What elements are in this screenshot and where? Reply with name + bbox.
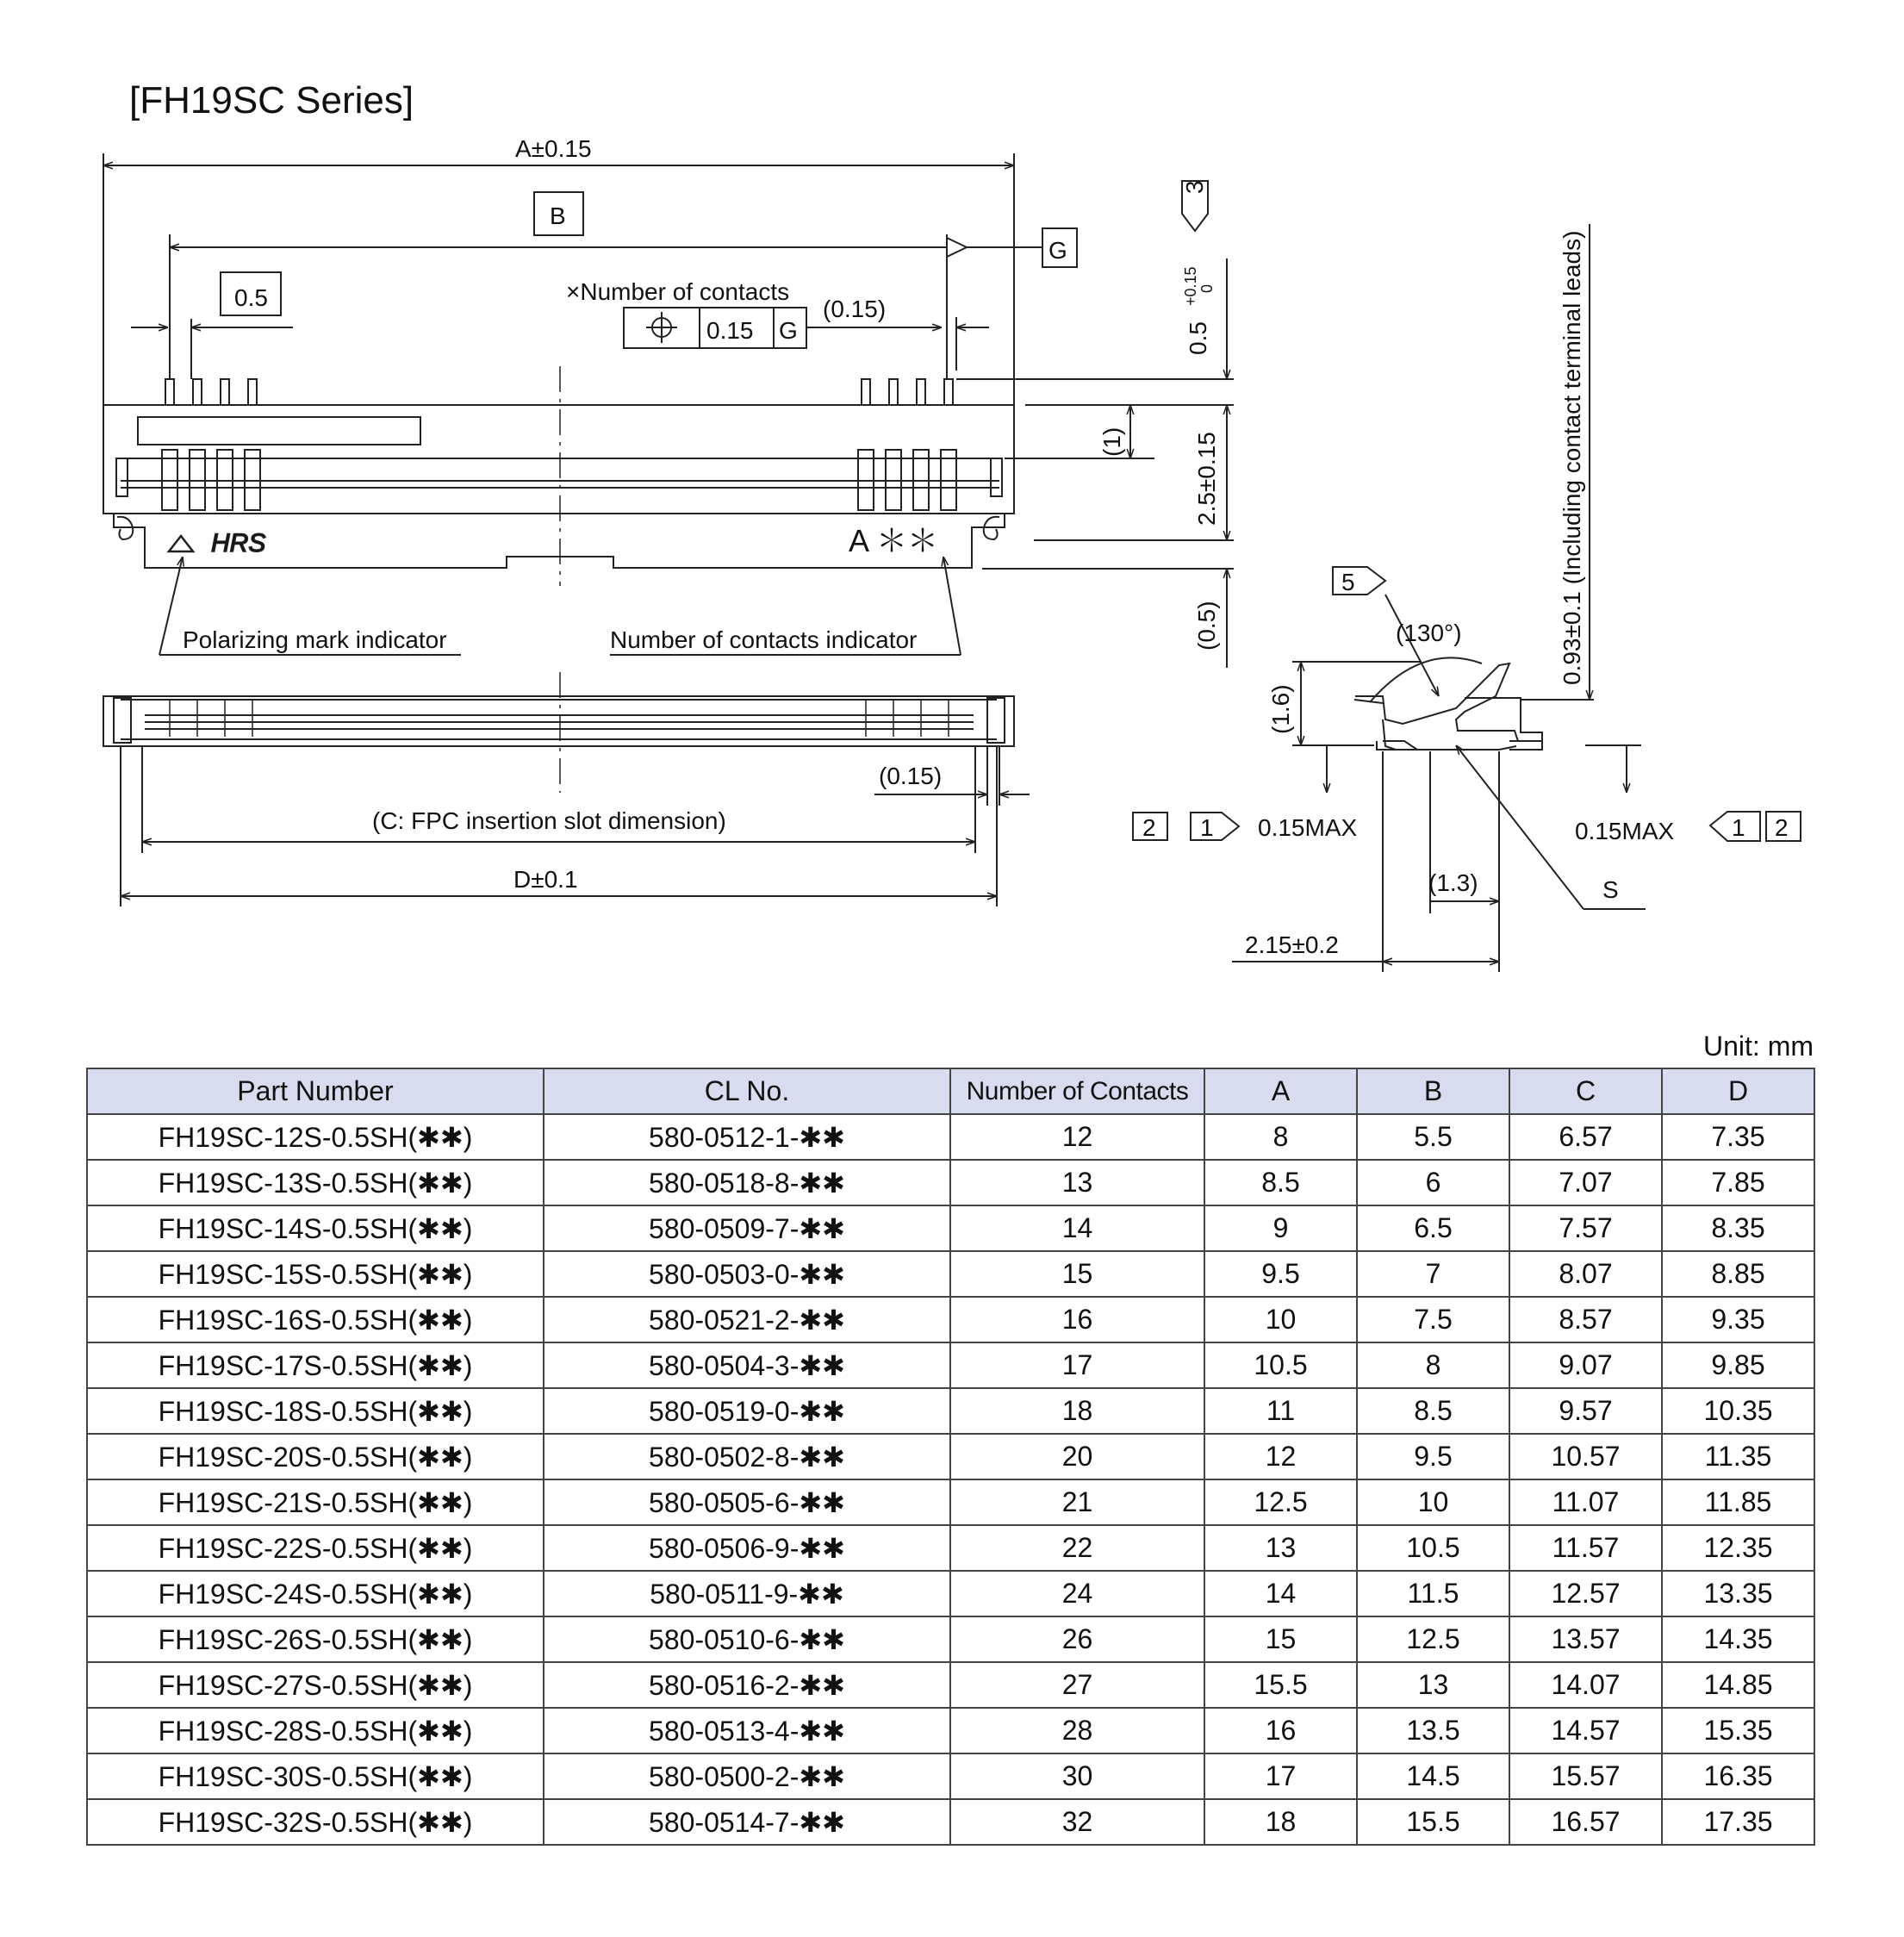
side-view	[1133, 224, 1801, 972]
cell: 9.57	[1509, 1388, 1662, 1434]
table-row	[87, 1388, 1814, 1434]
cell: FH19SC-28S-0.5SH(✱✱)	[87, 1708, 544, 1753]
cell: 6.5	[1357, 1205, 1509, 1251]
cell: 9.35	[1662, 1297, 1814, 1342]
header-c: C	[1509, 1068, 1662, 1114]
dim-top-tol-plus: +0.15	[1182, 266, 1199, 306]
cell: 9.07	[1509, 1342, 1662, 1388]
table-row	[87, 1479, 1814, 1525]
flag-1-left: 1	[1200, 814, 1214, 841]
table-row	[87, 1571, 1814, 1616]
flag-2-left: 2	[1142, 814, 1156, 841]
contacts-indicator-label: Number of contacts indicator	[610, 626, 918, 653]
tolerance-datum: G	[779, 317, 798, 344]
dim-b-label: B	[550, 202, 566, 229]
header-number-of-contacts: Number of Contacts	[950, 1068, 1204, 1114]
cell: FH19SC-22S-0.5SH(✱✱)	[87, 1525, 544, 1571]
cell: 11	[1204, 1388, 1357, 1434]
dim-g-label: G	[1048, 237, 1067, 264]
cell: 20	[950, 1434, 1204, 1479]
cell: FH19SC-15S-0.5SH(✱✱)	[87, 1251, 544, 1297]
cell: 14	[950, 1205, 1204, 1251]
polarizing-label: Polarizing mark indicator	[183, 626, 447, 653]
cell: 580-0502-8-✱✱	[544, 1434, 950, 1479]
cell: 12.5	[1204, 1479, 1357, 1525]
cell: 10	[1204, 1297, 1357, 1342]
cell: FH19SC-20S-0.5SH(✱✱)	[87, 1434, 544, 1479]
tolerance-value: 0.15	[706, 317, 754, 344]
cell: 30	[950, 1753, 1204, 1799]
cell: 17	[1204, 1753, 1357, 1799]
contacts-multiplier: ×Number of contacts	[566, 278, 790, 305]
s-label: S	[1602, 876, 1619, 903]
dim-c-label: (C: FPC insertion slot dimension)	[372, 807, 726, 834]
cell: FH19SC-21S-0.5SH(✱✱)	[87, 1479, 544, 1525]
spec-table	[86, 1068, 1815, 1846]
cell: 14.57	[1509, 1708, 1662, 1753]
flag-1-right: 1	[1732, 814, 1745, 841]
cell: 580-0516-2-✱✱	[544, 1662, 950, 1708]
cell: 10.5	[1204, 1342, 1357, 1388]
cell: 18	[1204, 1799, 1357, 1845]
cell: 6.57	[1509, 1114, 1662, 1160]
note-3-label: 3	[1181, 180, 1208, 194]
cell: 580-0505-6-✱✱	[544, 1479, 950, 1525]
cell: 32	[950, 1799, 1204, 1845]
page-title: [FH19SC Series]	[129, 79, 414, 121]
dim-pitch-label: 0.5	[234, 284, 268, 311]
cell: 8.57	[1509, 1297, 1662, 1342]
cell: 8	[1204, 1114, 1357, 1160]
table-row	[87, 1753, 1814, 1799]
cell: 580-0506-9-✱✱	[544, 1525, 950, 1571]
angle-label: (130°)	[1396, 620, 1462, 646]
cell: FH19SC-14S-0.5SH(✱✱)	[87, 1205, 544, 1251]
cell: FH19SC-32S-0.5SH(✱✱)	[87, 1799, 544, 1845]
cell: 10.57	[1509, 1434, 1662, 1479]
cell: 13.57	[1509, 1616, 1662, 1662]
cell: 15	[950, 1251, 1204, 1297]
table-row	[87, 1297, 1814, 1342]
table-header	[87, 1068, 1814, 1114]
cell: 9.85	[1662, 1342, 1814, 1388]
cell: 5.5	[1357, 1114, 1509, 1160]
cell: FH19SC-17S-0.5SH(✱✱)	[87, 1342, 544, 1388]
cell: 12.57	[1509, 1571, 1662, 1616]
cell: FH19SC-24S-0.5SH(✱✱)	[87, 1571, 544, 1616]
cell: 12.35	[1662, 1525, 1814, 1571]
cell: 13.35	[1662, 1571, 1814, 1616]
slot-offset-label: (0.15)	[879, 763, 943, 789]
dim-side-height-label: (1.6)	[1267, 684, 1294, 734]
cell: 10.35	[1662, 1388, 1814, 1434]
dim-top-05-label: 0.5	[1185, 321, 1211, 355]
lead-offset-label: (0.15)	[823, 296, 887, 322]
cell: 11.35	[1662, 1434, 1814, 1479]
cell: 12	[1204, 1434, 1357, 1479]
table-row	[87, 1342, 1814, 1388]
table-row	[87, 1616, 1814, 1662]
cell: FH19SC-13S-0.5SH(✱✱)	[87, 1160, 544, 1205]
cell: 8.85	[1662, 1251, 1814, 1297]
brand-logo: HRS	[211, 529, 266, 557]
table-row	[87, 1205, 1814, 1251]
cell: 7.57	[1509, 1205, 1662, 1251]
cell: 24	[950, 1571, 1204, 1616]
cell: 7	[1357, 1251, 1509, 1297]
cell: 18	[950, 1388, 1204, 1434]
cell: 11.07	[1509, 1479, 1662, 1525]
cell: FH19SC-16S-0.5SH(✱✱)	[87, 1297, 544, 1342]
cell: 9.5	[1204, 1251, 1357, 1297]
cell: 16.35	[1662, 1753, 1814, 1799]
table-row	[87, 1434, 1814, 1479]
cell: 12.5	[1357, 1616, 1509, 1662]
cell: 580-0521-2-✱✱	[544, 1297, 950, 1342]
table-body	[87, 1114, 1814, 1845]
coplanarity-left-label: 0.15MAX	[1258, 814, 1358, 841]
cell: 27	[950, 1662, 1204, 1708]
top-view	[103, 153, 1077, 655]
cell: 13	[1357, 1662, 1509, 1708]
cell: 13	[950, 1160, 1204, 1205]
dim-total-height-label: 0.93±0.1 (Including contact terminal leads)	[1559, 230, 1585, 685]
cell: 8.5	[1204, 1160, 1357, 1205]
cell: 16	[1204, 1708, 1357, 1753]
header-part-number: Part Number	[87, 1068, 544, 1114]
cell: 580-0509-7-✱✱	[544, 1205, 950, 1251]
cell: 13	[1204, 1525, 1357, 1571]
cell: 15.35	[1662, 1708, 1814, 1753]
cell: 14.5	[1357, 1753, 1509, 1799]
dim-height-05-label: (0.5)	[1193, 601, 1220, 651]
table-row	[87, 1251, 1814, 1297]
cell: 580-0518-8-✱✱	[544, 1160, 950, 1205]
cell: 9.5	[1357, 1434, 1509, 1479]
cell: 11.85	[1662, 1479, 1814, 1525]
cell: 22	[950, 1525, 1204, 1571]
cell: 580-0511-9-✱✱	[544, 1571, 950, 1616]
marking-label: A ＊＊	[849, 523, 939, 558]
cell: 14.35	[1662, 1616, 1814, 1662]
dim-d-label: D±0.1	[513, 866, 578, 893]
cell: 21	[950, 1479, 1204, 1525]
header-cl-no: CL No.	[544, 1068, 950, 1114]
table-row	[87, 1662, 1814, 1708]
table-row	[87, 1799, 1814, 1845]
table-row	[87, 1525, 1814, 1571]
note-5-label: 5	[1341, 569, 1355, 595]
cell: FH19SC-30S-0.5SH(✱✱)	[87, 1753, 544, 1799]
table-row	[87, 1708, 1814, 1753]
table-row	[87, 1114, 1814, 1160]
unit-label: Unit: mm	[1703, 1031, 1814, 1062]
cell: 7.85	[1662, 1160, 1814, 1205]
cell: 26	[950, 1616, 1204, 1662]
cell: 16	[950, 1297, 1204, 1342]
dim-215-label: 2.15±0.2	[1245, 931, 1339, 958]
height-dims	[956, 181, 1234, 668]
cell: 16.57	[1509, 1799, 1662, 1845]
cell: 28	[950, 1708, 1204, 1753]
coplanarity-right-label: 0.15MAX	[1575, 818, 1675, 844]
header-a: A	[1204, 1068, 1357, 1114]
cell: 15	[1204, 1616, 1357, 1662]
flag-2-right: 2	[1775, 814, 1789, 841]
header-b: B	[1357, 1068, 1509, 1114]
cell: 580-0510-6-✱✱	[544, 1616, 950, 1662]
cell: 580-0503-0-✱✱	[544, 1251, 950, 1297]
dim-height-total-label: 2.5±0.15	[1193, 432, 1220, 526]
cell: 580-0504-3-✱✱	[544, 1342, 950, 1388]
cell: 7.07	[1509, 1160, 1662, 1205]
cell: FH19SC-12S-0.5SH(✱✱)	[87, 1114, 544, 1160]
table-row	[87, 1160, 1814, 1205]
dim-top-tol-zero: 0	[1198, 283, 1216, 293]
cell: 14.85	[1662, 1662, 1814, 1708]
cell: 8.07	[1509, 1251, 1662, 1297]
cell: 10	[1357, 1479, 1509, 1525]
dim-a-label: A±0.15	[515, 135, 592, 162]
cell: 11.5	[1357, 1571, 1509, 1616]
cell: FH19SC-27S-0.5SH(✱✱)	[87, 1662, 544, 1708]
cell: 12	[950, 1114, 1204, 1160]
cell: 10.5	[1357, 1525, 1509, 1571]
cell: 6	[1357, 1160, 1509, 1205]
cell: 14	[1204, 1571, 1357, 1616]
cell: 7.35	[1662, 1114, 1814, 1160]
cell: 580-0514-7-✱✱	[544, 1799, 950, 1845]
cell: FH19SC-26S-0.5SH(✱✱)	[87, 1616, 544, 1662]
cell: 580-0519-0-✱✱	[544, 1388, 950, 1434]
dim-13-label: (1.3)	[1428, 869, 1478, 896]
cell: 15.57	[1509, 1753, 1662, 1799]
cell: 580-0500-2-✱✱	[544, 1753, 950, 1799]
dim-height-1-label: (1)	[1098, 427, 1125, 457]
cell: FH19SC-18S-0.5SH(✱✱)	[87, 1388, 544, 1434]
cell: 8.5	[1357, 1388, 1509, 1434]
cell: 7.5	[1357, 1297, 1509, 1342]
cell: 14.07	[1509, 1662, 1662, 1708]
cell: 17.35	[1662, 1799, 1814, 1845]
cell: 13.5	[1357, 1708, 1509, 1753]
header-d: D	[1662, 1068, 1814, 1114]
cell: 9	[1204, 1205, 1357, 1251]
cell: 580-0512-1-✱✱	[544, 1114, 950, 1160]
cell: 11.57	[1509, 1525, 1662, 1571]
cell: 15.5	[1357, 1799, 1509, 1845]
cell: 8	[1357, 1342, 1509, 1388]
cell: 17	[950, 1342, 1204, 1388]
cell: 15.5	[1204, 1662, 1357, 1708]
cell: 580-0513-4-✱✱	[544, 1708, 950, 1753]
cell: 8.35	[1662, 1205, 1814, 1251]
